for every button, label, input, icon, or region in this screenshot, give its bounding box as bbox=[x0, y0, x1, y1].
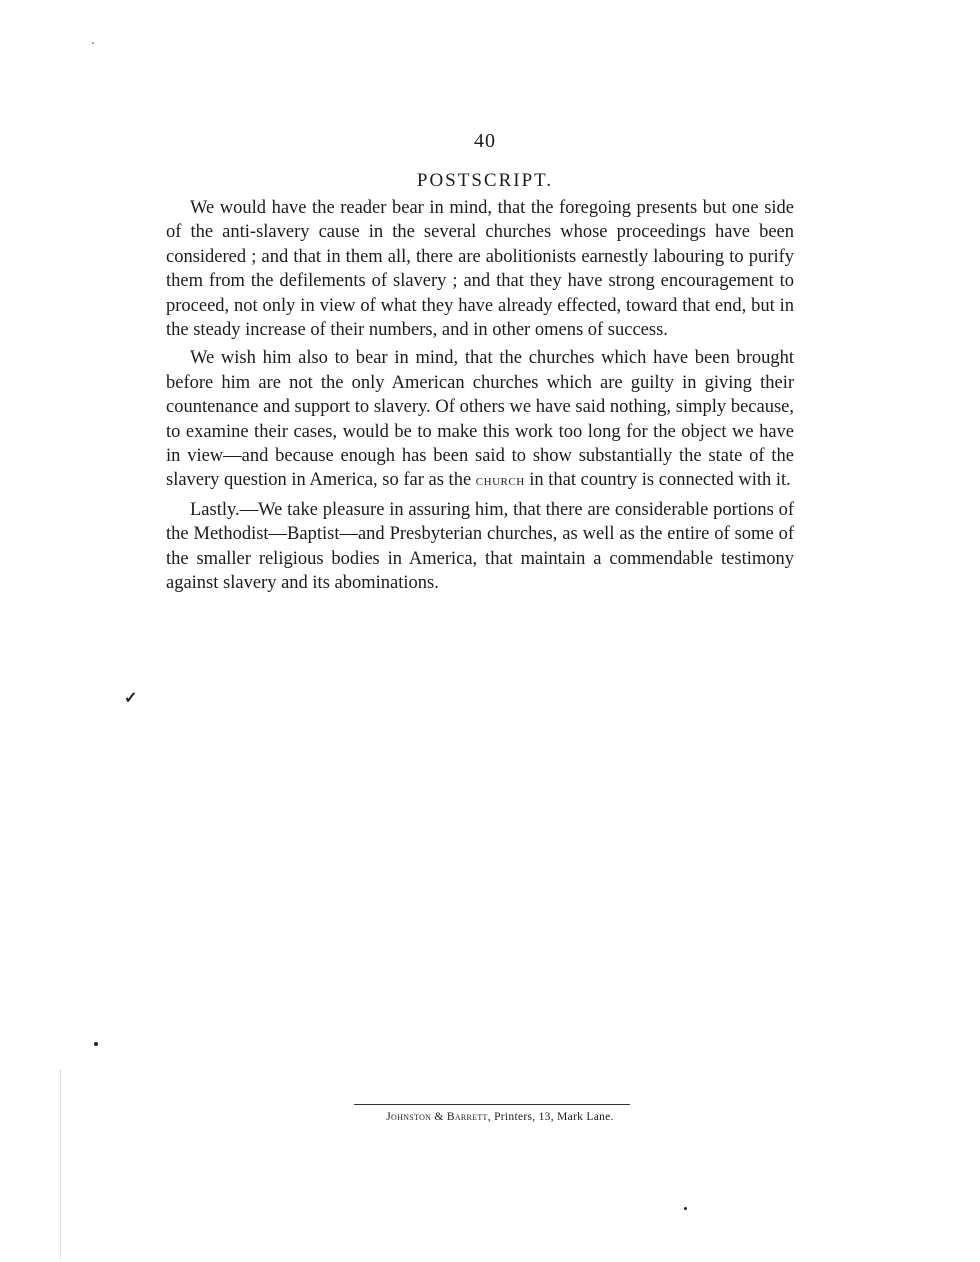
printer-imprint bbox=[0, 1111, 980, 1123]
margin-check-mark-icon: ✓ bbox=[124, 690, 138, 707]
paragraph-2-text: We wish him also to bear in mind, that the churches which have been brought before him are not the only American churches which are guilty in giving their countenance and support to slavery. Of others we have said nothing, simply because, to examine their cases, would be to make this work too long for the object we have in view—and because enough has been said to show substantially the state of the slavery question in America, so far as the bbox=[166, 348, 794, 491]
paragraph-2 bbox=[166, 346, 794, 493]
margin-dot-icon bbox=[92, 42, 94, 44]
imprint-rest: Printers, 13, Mark Lane. bbox=[494, 1111, 614, 1123]
margin-dot-icon bbox=[684, 1207, 687, 1210]
imprint-name-2: Barrett, bbox=[446, 1111, 491, 1123]
body-text bbox=[166, 196, 794, 600]
church-smallcaps: church bbox=[475, 473, 525, 490]
paragraph-1: We would have the reader bear in mind, that the foregoing presents but one side of the anti-slavery cause in the several churches whose proceedings have been considered ; and that in them all, there are abolitionists earnestly labouring to purify them from the defilements of slavery ; and that they have strong encouragement to proceed, not only in view of what they have already effected, toward that end, but in the steady increase of their numbers, and in other omens of success. bbox=[166, 198, 794, 341]
page-title: POSTSCRIPT. bbox=[416, 170, 554, 191]
paragraph-3: Lastly.—We take pleasure in assuring him, that there are considerable portions of the Methodist—Baptist—and Presbyterian churches, as well as the entire of some of the smaller religious bodies in America, that maintain a commendable testimony against slavery and its abominations. bbox=[166, 499, 794, 594]
imprint-rule bbox=[354, 1104, 630, 1105]
page-number: 40 bbox=[474, 130, 496, 152]
margin-trace bbox=[60, 1070, 61, 1260]
imprint-amp: & bbox=[434, 1111, 444, 1123]
imprint-name-1: Johnston bbox=[386, 1111, 432, 1123]
paragraph-2-end: in that country is connected with it. bbox=[529, 470, 791, 491]
margin-dot-icon bbox=[94, 1042, 98, 1046]
